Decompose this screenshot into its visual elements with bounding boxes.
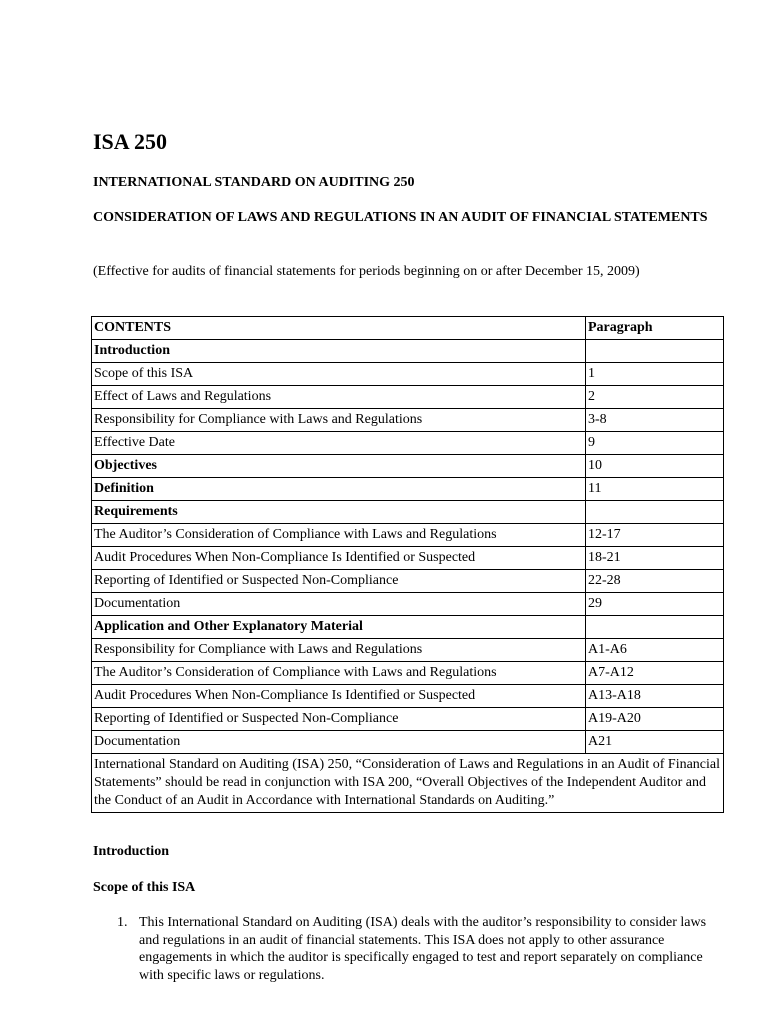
contents-row-paragraph: A7-A12: [586, 662, 724, 685]
contents-row-label: Requirements: [92, 501, 586, 524]
contents-row: [92, 340, 724, 363]
contents-header: CONTENTS: [92, 317, 586, 340]
contents-row-paragraph: 29: [586, 593, 724, 616]
contents-row-label: The Auditor’s Consideration of Compliance with Laws and Regulations: [92, 524, 586, 547]
contents-row-paragraph: A21: [586, 731, 724, 754]
contents-row: [92, 455, 724, 478]
contents-row-paragraph: 2: [586, 386, 724, 409]
contents-row-paragraph: 18-21: [586, 547, 724, 570]
contents-row: [92, 501, 724, 524]
contents-row-label: Scope of this ISA: [92, 363, 586, 386]
contents-row-paragraph: 9: [586, 432, 724, 455]
contents-row-label: Objectives: [92, 455, 586, 478]
contents-note-row: [92, 754, 724, 813]
contents-row-paragraph: [586, 340, 724, 363]
contents-row: [92, 547, 724, 570]
contents-row: [92, 432, 724, 455]
contents-row: [92, 409, 724, 432]
contents-row-label: Documentation: [92, 731, 586, 754]
subject-title: CONSIDERATION OF LAWS AND REGULATIONS IN AN AUDIT OF FINANCIAL STATEMENTS: [93, 210, 708, 225]
contents-row-label: Effect of Laws and Regulations: [92, 386, 586, 409]
contents-row: [92, 478, 724, 501]
contents-table: [91, 316, 724, 813]
contents-row: [92, 639, 724, 662]
contents-row-paragraph: 12-17: [586, 524, 724, 547]
contents-table-body: [92, 340, 724, 754]
document-heading: ISA 250: [93, 129, 167, 154]
contents-row: [92, 708, 724, 731]
contents-row-label: Application and Other Explanatory Material: [92, 616, 586, 639]
contents-row: [92, 386, 724, 409]
paragraph-number: 1.: [117, 915, 128, 930]
contents-row-label: Reporting of Identified or Suspected Non-Compliance: [92, 570, 586, 593]
contents-row: [92, 363, 724, 386]
contents-row: [92, 570, 724, 593]
contents-row: [92, 731, 724, 754]
contents-row-paragraph: 3-8: [586, 409, 724, 432]
effective-date-note: (Effective for audits of financial statements for periods beginning on or after December 15, 2009): [93, 264, 640, 279]
contents-row: [92, 524, 724, 547]
standard-title: INTERNATIONAL STANDARD ON AUDITING 250: [93, 175, 415, 190]
contents-row-label: Responsibility for Compliance with Laws and Regulations: [92, 639, 586, 662]
section-heading-introduction: Introduction: [93, 844, 169, 859]
contents-row-paragraph: A13-A18: [586, 685, 724, 708]
contents-row: [92, 593, 724, 616]
contents-row-paragraph: A19-A20: [586, 708, 724, 731]
contents-row-label: The Auditor’s Consideration of Compliance with Laws and Regulations: [92, 662, 586, 685]
contents-row-paragraph: [586, 501, 724, 524]
contents-row-label: Introduction: [92, 340, 586, 363]
contents-row-label: Audit Procedures When Non-Compliance Is Identified or Suspected: [92, 685, 586, 708]
contents-row: [92, 662, 724, 685]
conjunction-note: International Standard on Auditing (ISA) 250, “Consideration of Laws and Regulations in an Audit of Financial Statements” should be read in conjunction with ISA 200, “Overall Objectives of the Independent Auditor and the Conduct of an Audit in Accordance with International Standards on Auditing.”: [92, 754, 724, 813]
contents-row-label: Effective Date: [92, 432, 586, 455]
contents-row-paragraph: [586, 616, 724, 639]
contents-row-paragraph: A1-A6: [586, 639, 724, 662]
paragraph-header: Paragraph: [586, 317, 724, 340]
contents-row-paragraph: 1: [586, 363, 724, 386]
contents-row-label: Documentation: [92, 593, 586, 616]
contents-row: [92, 616, 724, 639]
contents-header-row: [92, 317, 724, 340]
contents-row: [92, 685, 724, 708]
contents-row-label: Audit Procedures When Non-Compliance Is Identified or Suspected: [92, 547, 586, 570]
subsection-heading-scope: Scope of this ISA: [93, 880, 196, 895]
contents-row-label: Responsibility for Compliance with Laws and Regulations: [92, 409, 586, 432]
contents-row-paragraph: 22-28: [586, 570, 724, 593]
contents-row-paragraph: 10: [586, 455, 724, 478]
contents-row-label: Definition: [92, 478, 586, 501]
contents-row-label: Reporting of Identified or Suspected Non-Compliance: [92, 708, 586, 731]
paragraph-text: This International Standard on Auditing (ISA) deals with the auditor’s responsibility to consider laws and regulations in an audit of financial statements. This ISA does not apply to other assurance engagements in which the auditor is specifically engaged to test and report separately on compliance with specific laws or regulations.: [139, 915, 707, 983]
paragraph-1: [117, 914, 717, 984]
contents-row-paragraph: 11: [586, 478, 724, 501]
